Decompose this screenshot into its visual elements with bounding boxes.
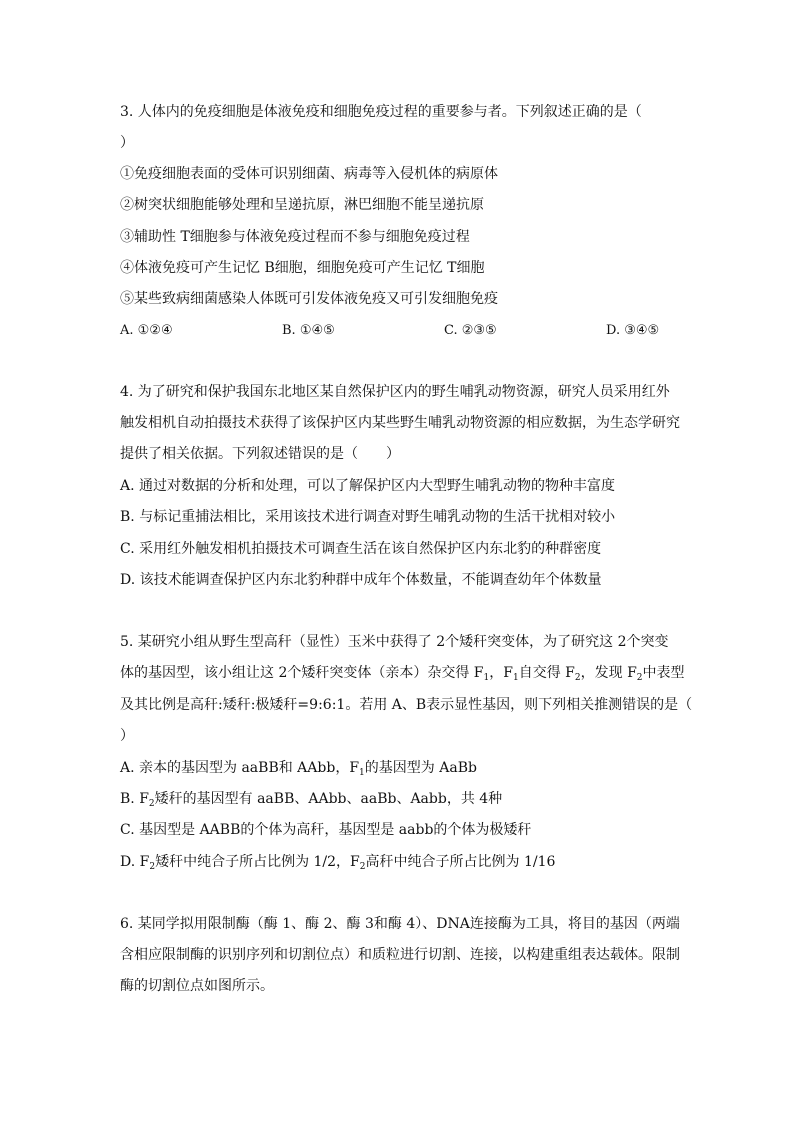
q3-option-d[interactable]: D. ③④⑤ bbox=[606, 323, 660, 338]
q3-item-4: ④体液免疫可产生记忆 B细胞，细胞免疫可产生记忆 T细胞 bbox=[120, 260, 485, 276]
q5-option-d[interactable]: D. $F_2$矮秆中纯合子所占比例为 1/2，$F_2$高秆中纯合子所占比例为 1/16 bbox=[120, 854, 556, 872]
q5-stem-line-2: 体的基因型，该小组让这 2个矮秆突变体（亲本）杂交得 $F_1$，$F_1$自交得 $F_2$，发现 $F_2$中表型 bbox=[120, 665, 685, 683]
q3-item-2: ②树突状细胞能够处理和呈递抗原，淋巴细胞不能呈递抗原 bbox=[120, 197, 484, 213]
q3-option-a[interactable]: A. ①②④ bbox=[120, 323, 173, 338]
q3-item-1: ①免疫细胞表面的受体可识别细菌、病毒等入侵机体的病原体 bbox=[120, 166, 498, 182]
q5-stem-line-4: ） bbox=[120, 728, 134, 744]
q6-stem-line-1: 6. 某同学拟用限制酶（酶 1、酶 2、酶 3和酶 4）、DNA连接酶为工具，将目的基因（两端 bbox=[120, 916, 680, 932]
q3-option-c[interactable]: C. ②③⑤ bbox=[444, 323, 497, 338]
q3-item-3: ③辅助性 T细胞参与体液免疫过程而不参与细胞免疫过程 bbox=[120, 229, 470, 245]
q4-stem-line-1: 4. 为了研究和保护我国东北地区某自然保护区内的野生哺乳动物资源，研究人员采用红外 bbox=[120, 384, 670, 400]
q3-item-5: ⑤某些致病细菌感染人体既可引发体液免疫又可引发细胞免疫 bbox=[120, 291, 498, 307]
q6-stem-line-2: 含相应限制酶的识别序列和切割位点）和质粒进行切割、连接，以构建重组表达载体。限制 bbox=[120, 947, 680, 963]
q5-option-c[interactable]: C. 基因型是 AABB的个体为高秆，基因型是 aabb的个体为极矮秆 bbox=[120, 822, 532, 838]
q5-option-a[interactable]: A. 亲本的基因型为 aaBB和 AAbb，$F_1$的基因型为 AaBb bbox=[120, 760, 477, 778]
q4-option-d[interactable]: D. 该技术能调查保护区内东北豹种群中成年个体数量，不能调查幼年个体数量 bbox=[120, 572, 602, 588]
q3-stem-line-1: 3. 人体内的免疫细胞是体液免疫和细胞免疫过程的重要参与者。下列叙述正确的是（ bbox=[120, 104, 642, 120]
q5-stem-line-3: 及其比例是高秆:矮秆:极矮秆=9:6:1。若用 A、B表示显性基因，则下列相关推测错误的是（ bbox=[120, 697, 693, 713]
q4-stem-line-3: 提供了相关依据。下列叙述错误的是（ ） bbox=[120, 446, 400, 462]
q4-stem-line-2: 触发相机自动拍摄技术获得了该保护区内某些野生哺乳动物资源的相应数据，为生态学研究 bbox=[120, 415, 680, 431]
q4-option-b[interactable]: B. 与标记重捕法相比，采用该技术进行调查对野生哺乳动物的生活干扰相对较小 bbox=[120, 509, 616, 525]
q3-option-b[interactable]: B. ①④⑤ bbox=[282, 323, 335, 338]
q4-option-c[interactable]: C. 采用红外触发相机拍摄技术可调查生活在该自然保护区内东北豹的种群密度 bbox=[120, 541, 602, 557]
q6-stem-line-3: 酶的切割位点如图所示。 bbox=[120, 978, 274, 994]
q4-option-a[interactable]: A. 通过对数据的分析和处理，可以了解保护区内大型野生哺乳动物的物种丰富度 bbox=[120, 478, 616, 494]
q5-stem-line-1: 5. 某研究小组从野生型高秆（显性）玉米中获得了 2个矮秆突变体，为了研究这 2个突变 bbox=[120, 634, 669, 650]
q3-stem-line-2: ） bbox=[120, 135, 134, 151]
q5-option-b[interactable]: B. $F_2$矮秆的基因型有 aaBB、AAbb、aaBb、Aabb，共 4种 bbox=[120, 791, 503, 809]
